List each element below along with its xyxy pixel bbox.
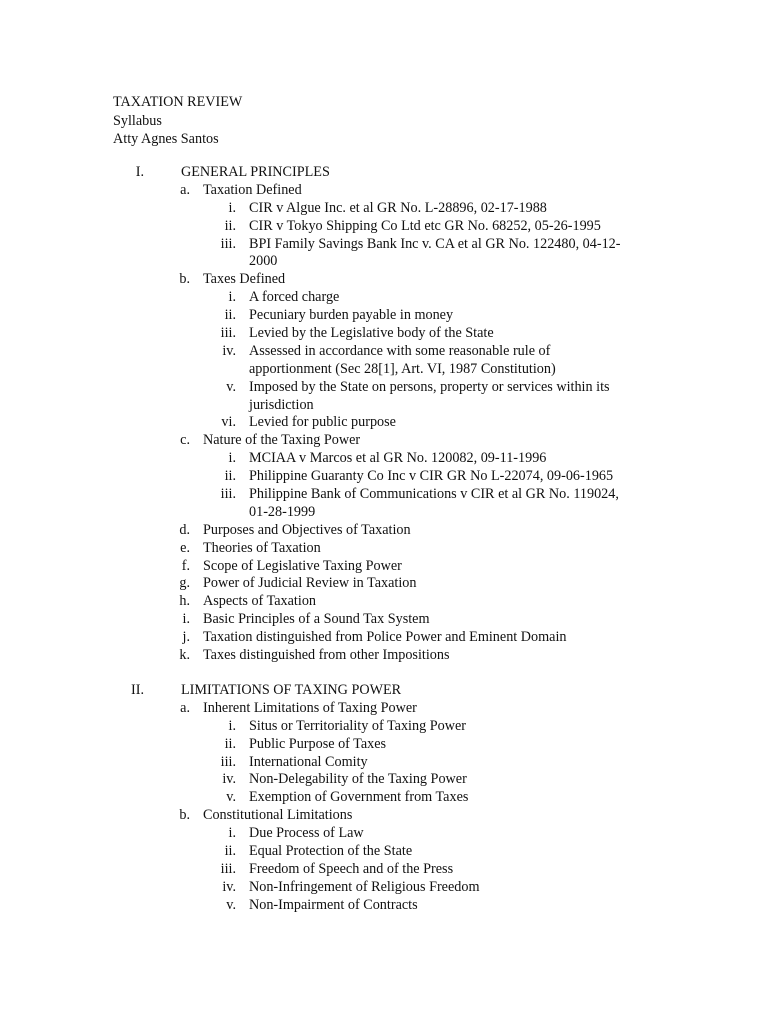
list-marker: vi. (221, 414, 236, 431)
outline-subitem (0, 325, 768, 343)
list-marker: a. (180, 181, 190, 198)
outline-subitem (0, 504, 768, 522)
outline-subitem (0, 414, 768, 432)
section-heading (0, 164, 768, 182)
outline-subitem (0, 771, 768, 789)
list-text: Theories of Taxation (203, 539, 321, 556)
outline-item (0, 647, 768, 665)
list-marker: i. (228, 450, 236, 467)
list-marker: i. (228, 289, 236, 306)
outline-item (0, 558, 768, 576)
list-text: Power of Judicial Review in Taxation (203, 575, 417, 592)
list-text: Aspects of Taxation (203, 593, 317, 610)
list-text: Purposes and Objectives of Taxation (203, 521, 411, 538)
outline-section-general-principles (0, 164, 768, 665)
list-text: CIR v Tokyo Shipping Co Ltd etc GR No. 68252, 05-26-1995 (249, 217, 601, 234)
outline-item (0, 629, 768, 647)
list-text: Taxes distinguished from other Impositions (203, 647, 450, 664)
list-text: Levied by the Legislative body of the State (249, 325, 494, 342)
document-header (113, 93, 242, 149)
list-text: A forced charge (249, 289, 340, 306)
list-text: Taxation Defined (203, 181, 302, 198)
list-text: Basic Principles of a Sound Tax System (203, 611, 430, 628)
list-marker: g. (179, 575, 190, 592)
outline-item (0, 593, 768, 611)
list-marker: b. (179, 807, 190, 824)
outline-subitem (0, 307, 768, 325)
list-marker: v. (226, 378, 236, 395)
outline-item (0, 540, 768, 558)
list-marker: h. (179, 593, 190, 610)
list-text: Assessed in accordance with some reasonable rule of (249, 342, 551, 359)
list-text: Philippine Bank of Communications v CIR et al GR No. 119024, (249, 486, 619, 503)
list-text: International Comity (249, 753, 368, 770)
outline-item (0, 807, 768, 825)
list-text: Scope of Legislative Taxing Power (203, 557, 402, 574)
list-marker: iii. (220, 753, 236, 770)
list-marker: I. (135, 164, 144, 180)
section-heading (0, 682, 768, 700)
outline-subitem (0, 843, 768, 861)
list-text: BPI Family Savings Bank Inc v. CA et al GR No. 122480, 04-12- (249, 235, 621, 252)
list-text: Non-Delegability of the Taxing Power (249, 771, 467, 788)
list-text: Taxation distinguished from Police Power and Eminent Domain (203, 629, 567, 646)
list-text: Constitutional Limitations (203, 807, 353, 824)
list-marker: iv. (222, 342, 236, 359)
outline-item (0, 700, 768, 718)
list-text: Imposed by the State on persons, property or services within its (249, 378, 610, 395)
list-text: CIR v Algue Inc. et al GR No. L-28896, 02-17-1988 (249, 199, 547, 216)
list-marker: b. (179, 271, 190, 288)
list-text: Non-Impairment of Contracts (249, 896, 418, 913)
outline-subitem (0, 379, 768, 397)
list-marker: f. (181, 557, 190, 574)
list-text: Nature of the Taxing Power (203, 432, 361, 449)
list-marker: c. (180, 432, 190, 449)
list-marker: ii. (224, 307, 236, 324)
list-marker: iv. (222, 771, 236, 788)
list-text: Inherent Limitations of Taxing Power (203, 699, 417, 716)
list-marker: ii. (224, 735, 236, 752)
outline-subitem (0, 736, 768, 754)
list-text: MCIAA v Marcos et al GR No. 120082, 09-11-1996 (249, 450, 547, 467)
list-marker: ii. (224, 468, 236, 485)
list-marker: v. (226, 789, 236, 806)
list-marker: e. (180, 539, 190, 556)
list-text: LIMITATIONS OF TAXING POWER (181, 682, 402, 698)
outline-subitem (0, 789, 768, 807)
outline-item (0, 271, 768, 289)
list-text: GENERAL PRINCIPLES (181, 164, 330, 180)
outline-subitem (0, 289, 768, 307)
outline-subitem (0, 200, 768, 218)
outline-subitem (0, 253, 768, 271)
list-marker: ii. (224, 217, 236, 234)
outline-item (0, 575, 768, 593)
list-marker: i. (182, 611, 190, 628)
outline-subitem (0, 754, 768, 772)
outline-subitem (0, 861, 768, 879)
outline-item (0, 611, 768, 629)
list-text: Equal Protection of the State (249, 843, 413, 860)
list-marker: d. (179, 521, 190, 538)
list-text: 2000 (249, 253, 278, 270)
outline-subitem (0, 486, 768, 504)
list-marker: iii. (220, 860, 236, 877)
list-text: Taxes Defined (203, 271, 286, 288)
outline-subitem (0, 879, 768, 897)
list-text: Due Process of Law (249, 825, 364, 842)
list-text: Pecuniary burden payable in money (249, 307, 454, 324)
outline-subitem (0, 897, 768, 915)
outline-subitem (0, 361, 768, 379)
list-text: Freedom of Speech and of the Press (249, 860, 454, 877)
list-text: Public Purpose of Taxes (249, 735, 387, 752)
list-text: Situs or Territoriality of Taxing Power (249, 717, 466, 734)
document-subtitle: Syllabus (113, 112, 162, 129)
list-text: Exemption of Government from Taxes (249, 789, 469, 806)
outline-subitem (0, 236, 768, 254)
list-marker: iii. (220, 235, 236, 252)
outline-item (0, 522, 768, 540)
list-marker: a. (180, 699, 190, 716)
list-text: Philippine Guaranty Co Inc v CIR GR No L-22074, 09-06-1965 (249, 468, 614, 485)
list-marker: i. (228, 717, 236, 734)
outline-section-limitations (0, 682, 768, 915)
outline-subitem (0, 718, 768, 736)
outline-subitem (0, 397, 768, 415)
list-text: 01-28-1999 (249, 503, 316, 520)
list-marker: i. (228, 825, 236, 842)
outline-subitem (0, 468, 768, 486)
list-marker: iii. (220, 486, 236, 503)
list-text: Levied for public purpose (249, 414, 396, 431)
list-marker: j. (182, 629, 190, 646)
list-marker: iv. (222, 878, 236, 895)
outline-item (0, 432, 768, 450)
outline-subitem (0, 218, 768, 236)
outline-subitem (0, 825, 768, 843)
list-text: Non-Infringement of Religious Freedom (249, 878, 480, 895)
document-author: Atty Agnes Santos (113, 131, 219, 148)
list-text: jurisdiction (249, 396, 314, 413)
list-text: apportionment (Sec 28[1], Art. VI, 1987 Constitution) (249, 360, 556, 377)
outline-item (0, 182, 768, 200)
list-marker: ii. (224, 843, 236, 860)
outline-subitem (0, 450, 768, 468)
list-marker: v. (226, 896, 236, 913)
list-marker: i. (228, 199, 236, 216)
list-marker: iii. (220, 325, 236, 342)
list-marker: II. (131, 682, 144, 698)
outline-subitem (0, 343, 768, 361)
document-title: TAXATION REVIEW (113, 94, 243, 110)
list-marker: k. (179, 647, 190, 664)
